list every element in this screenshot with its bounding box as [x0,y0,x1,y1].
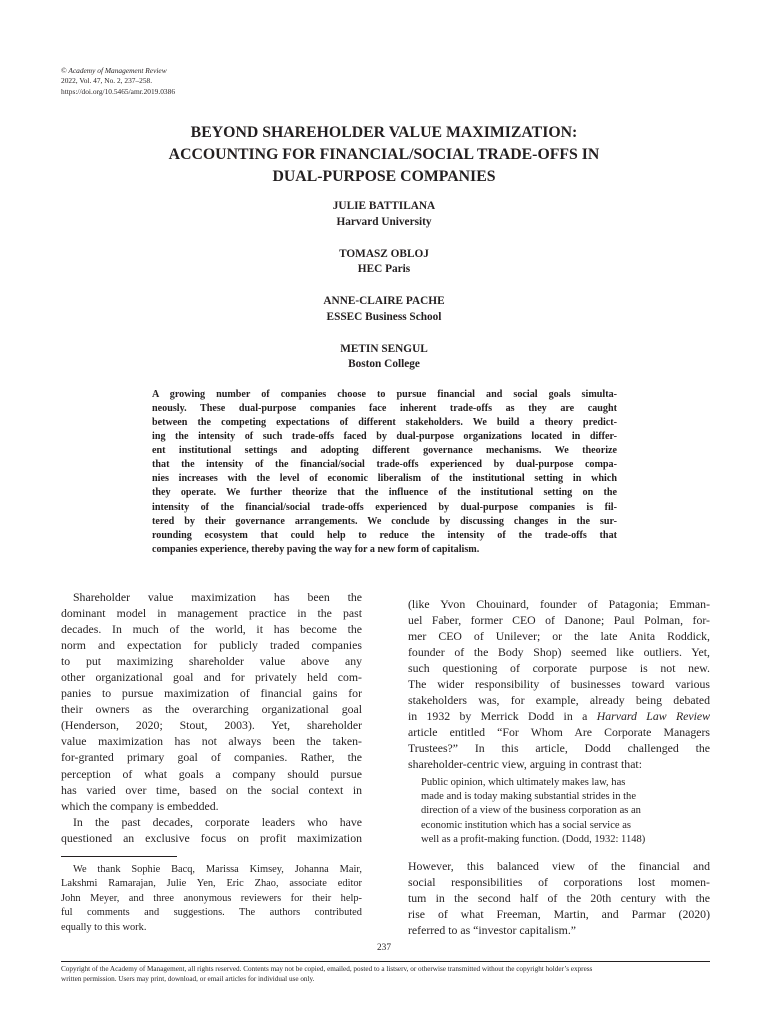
journal-name: © Academy of Management Review [61,66,167,75]
doi-link[interactable]: https://doi.org/10.5465/amr.2019.0386 [61,86,176,96]
author-affiliation: Boston College [348,358,420,371]
quote-line: made and is today making substantial strides in the [421,791,637,803]
abstract-line: ing the intensity of such trade-offs faced by dual-purpose organizations located in differ- [152,431,617,443]
author-name: ANNE-CLAIRE PACHE [323,295,445,308]
abstract-line: rounding ecosystem that could help to reduce the intensity of the trade-offs that [152,529,617,541]
title-line: ACCOUNTING FOR FINANCIAL/SOCIAL TRADE-OFFS IN [168,146,600,164]
author-block [184,247,584,278]
author-name: METIN SENGUL [340,342,428,355]
body-line: such questioning of corporate purpose is not new. [408,661,710,676]
abstract [152,388,617,557]
footnote-line: John Meyer, and three anonymous reviewers for their help- [61,892,362,904]
quote-line: well as a profit-making function. (Dodd, 1932: 1148) [421,833,646,845]
author-affiliation: ESSEC Business School [326,310,442,323]
author-list [184,199,584,389]
abstract-line: that the intensity of the financial/social trade-offs experienced by dual-purpose compa- [152,459,617,471]
body-line [408,708,710,724]
body-column-right-continued [408,858,710,938]
author-affiliation: HEC Paris [357,263,411,276]
author-name: TOMASZ OBLOJ [339,247,429,260]
title-line: DUAL-PURPOSE COMPANIES [272,168,496,186]
journal-citation: Harvard Law Review [596,709,710,724]
article-metadata [61,66,175,97]
abstract-line: A growing number of companies choose to pursue financial and social goals simulta- [152,389,617,400]
body-line: social responsibilities of corporations lost momen- [408,875,710,890]
body-column-right [408,596,710,773]
body-line: their owners as the overarching organizational goal [61,702,362,717]
title-line: BEYOND SHAREHOLDER VALUE MAXIMIZATION: [190,124,578,141]
abstract-line: nies increases with the level of economic liberalism of the institutional setting in which [152,473,617,485]
body-text: in 1932 by Merrick Dodd in a [408,709,597,724]
abstract-line: companies experience, thereby paving the way for a new form of capitalism. [152,543,480,555]
body-line: founder of the Body Shop) seemed like outliers. Yet, [408,645,710,660]
body-line: panies to pursue maximization of financial gains for [61,686,362,701]
body-line: Shareholder value maximization has been the [73,590,362,604]
author-block [184,294,584,325]
abstract-line: tered by their governance arrangements. We conclude by discussing changes in the sur- [152,515,617,527]
page-number: 237 [376,943,392,953]
copyright-line: Copyright of the Academy of Management, all rights reserved. Contents may not be copied, emailed, posted to a listserv, or otherwise transmitted without the copyright holder’s express [61,965,593,973]
author-name: JULIE BATTILANA [332,200,436,212]
volume-info: 2022, Vol. 47, No. 2, 237–258. [61,76,153,86]
author-block [184,342,584,373]
acknowledgment-footnote [61,863,362,935]
body-line: stakeholders was, for example, already being debated [408,693,710,708]
body-line: uel Faber, former CEO of Danone; Paul Polman, for- [408,613,710,628]
footnote-line: Lakshmi Ramarajan, Julie Yen, Eric Zhao, associate editor [61,878,362,890]
footnote-line: equally to this work. [61,921,147,933]
quote-line: economic institution which has a social service as [421,819,632,831]
body-line: to put maximizing shareholder value above any [61,654,362,669]
footnote-line: ful comments and suggestions. The authors contributed [61,907,362,919]
body-line: norm and expectation for publicly traded companies [61,638,362,653]
author-affiliation: Harvard University [336,215,432,228]
body-line: (Henderson, 2020; Stout, 2003). Yet, shareholder [61,718,362,733]
abstract-line: ent institutional settings and adopting different governance mechanisms. We theorize [152,445,617,457]
body-line: (like Yvon Chouinard, founder of Patagonia; Emman- [408,597,710,611]
body-line: questioned an exclusive focus on profit maximization [61,830,362,845]
body-line: The wider responsibility of businesses toward various [408,677,710,692]
body-line: referred to as “investor capitalism.” [408,923,577,938]
abstract-line: neously. These dual-purpose companies face inherent trade-offs as they are caught [152,403,617,415]
quote-line: direction of a view of the business corporation as an [421,805,641,817]
author-block [184,199,584,230]
body-line: article entitled “For Whom Are Corporate Managers [408,725,710,740]
paper-title [90,122,678,189]
body-line: dominant model in management practice in the past [61,606,362,621]
body-line: has varied over time, based on the social context in [61,782,362,797]
body-line: shareholder-centric view, arguing in contrast that: [408,757,642,772]
block-quote [421,776,696,847]
copyright-notice [61,964,710,985]
body-line: for-granted primary goal of companies. Rather, the [61,750,362,765]
abstract-line: intensity of the financial/social trade-offs experienced by dual-purpose companies is fil- [152,501,617,513]
body-line: perception of what goals a company should pursue [61,766,362,781]
abstract-line: they operate. We further theorize that the influence of the institutional setting on the [152,487,617,499]
body-line: tum in the second half of the 20th century with the [408,891,710,906]
body-line: mer CEO of Unilever; or the late Anita Roddick, [408,629,710,644]
footer-divider [61,961,710,962]
body-line: Trustees?” In this article, Dodd challenged the [408,741,710,756]
footnote-divider [61,856,177,857]
body-line: In the past decades, corporate leaders who have [73,814,362,829]
body-line: which the company is embedded. [61,798,219,813]
copyright-line: written permission. Users may print, download, or email articles for individual use only. [61,975,315,984]
body-line: other organizational goal and for privately held com- [61,670,362,685]
footnote-line: We thank Sophie Bacq, Marissa Kimsey, Johanna Mair, [73,864,362,875]
body-line: decades. In much of the world, it has become the [61,622,362,637]
abstract-line: between the competing expectations of different stakeholders. We build a theory predict- [152,417,617,429]
body-line: rise of what Freeman, Martin, and Parmar (2020) [408,907,710,922]
quote-line: Public opinion, which ultimately makes law, has [421,777,626,788]
body-column-left [61,589,362,846]
body-line: However, this balanced view of the financial and [408,859,710,873]
body-line: value maximization has not always been the taken- [61,734,362,749]
